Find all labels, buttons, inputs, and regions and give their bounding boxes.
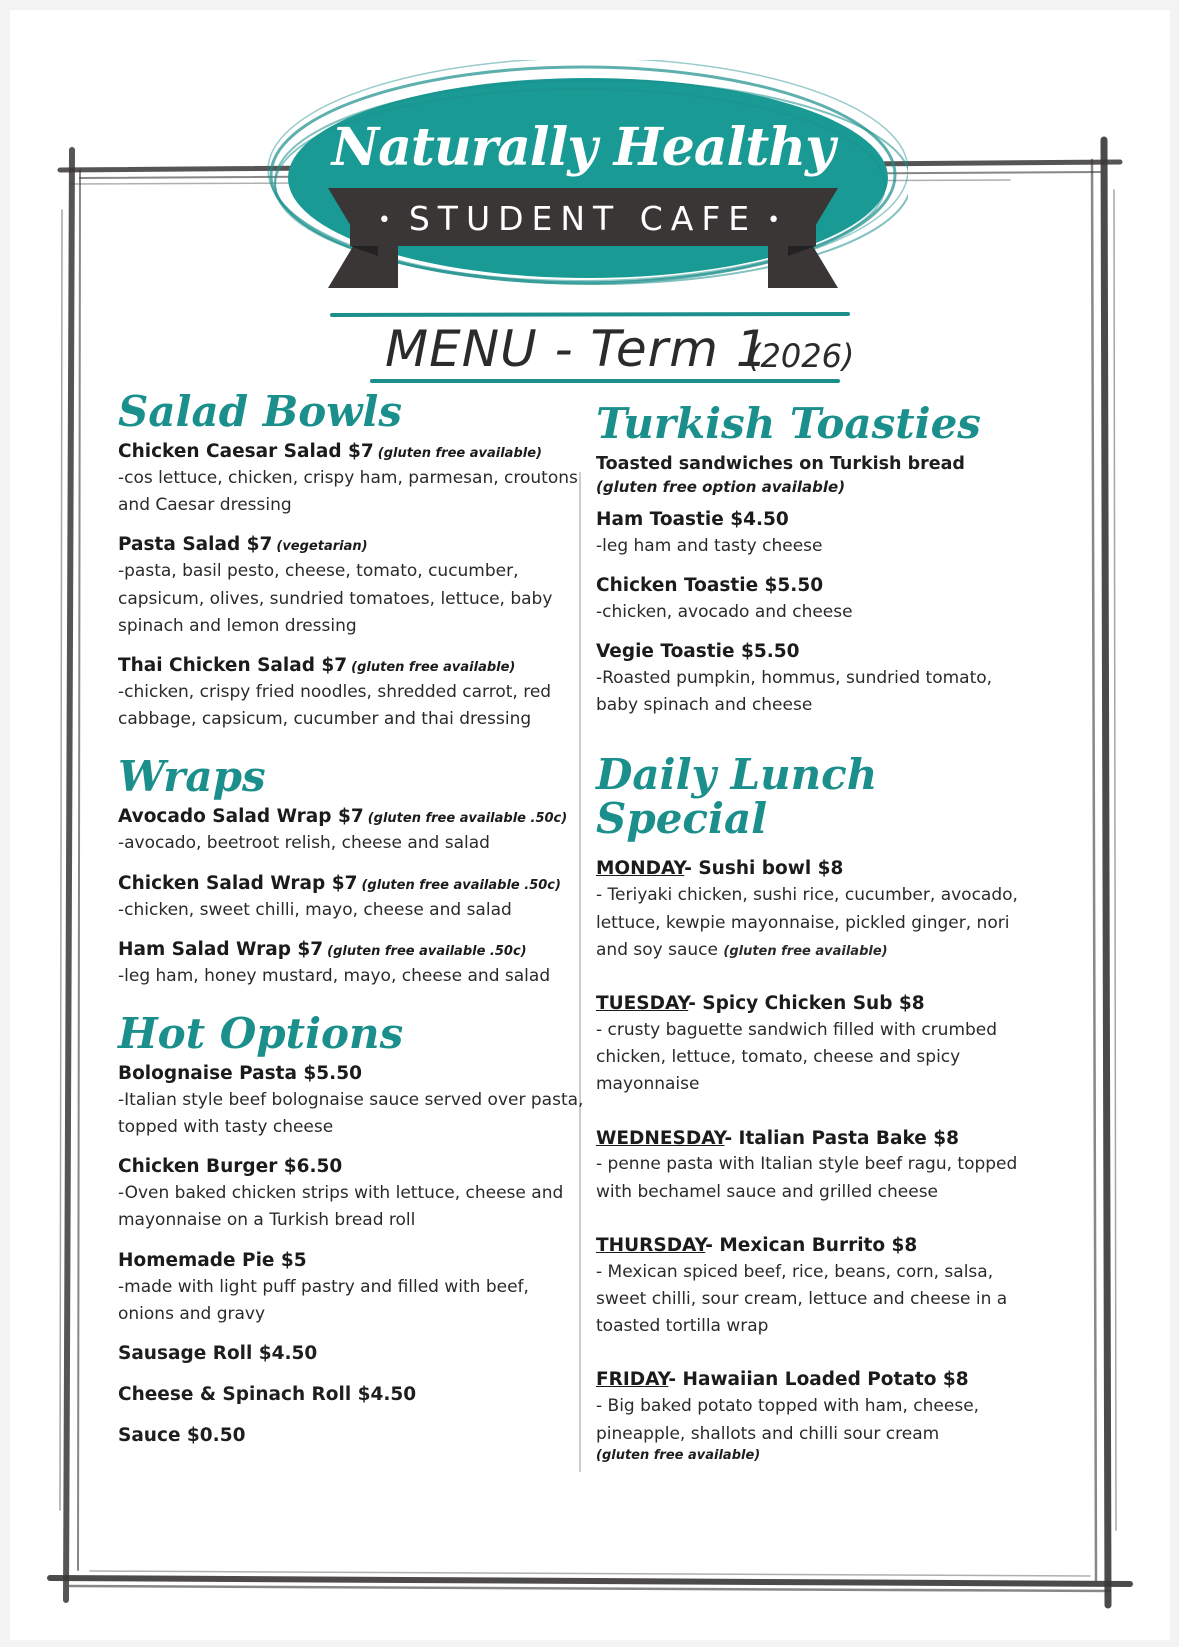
- section-turkish-toasties: [596, 399, 1036, 719]
- left-column: [118, 387, 588, 1465]
- item-description: -Oven baked chicken strips with lettuce, cheese and mayonnaise on a Turkish bread roll: [118, 1183, 564, 1231]
- item-note: (gluten free available): [351, 659, 516, 675]
- section-intro-note: (gluten free option available): [596, 477, 846, 496]
- dish-name: - Mexican Burrito $8: [705, 1234, 918, 1256]
- dish-name: - Hawaiian Loaded Potato $8: [668, 1369, 969, 1391]
- day-label: WEDNESDAY: [596, 1127, 725, 1149]
- item-name: Bolognaise Pasta $5.50: [118, 1062, 362, 1084]
- section-wraps: [118, 752, 588, 990]
- item-description: -pasta, basil pesto, cheese, tomato, cucumber, capsicum, olives, sundried tomatoes, lettuce, baby spinach and lemon dressing: [118, 561, 553, 636]
- item-note: (gluten free available .50c): [367, 811, 568, 827]
- item-description: -cos lettuce, chicken, crispy ham, parmesan, croutons and Caesar dressing: [118, 468, 578, 516]
- dish-description: - crusty baguette sandwich filled with crumbed chicken, lettuce, tomato, cheese and spicy mayonnaise: [596, 1019, 998, 1095]
- item-name: Chicken Burger $6.50: [118, 1156, 343, 1178]
- dish-name: - Italian Pasta Bake $8: [724, 1127, 959, 1149]
- logo-script-text: Naturally Healthy: [331, 117, 835, 178]
- item-name: Avocado Salad Wrap $7: [118, 806, 364, 828]
- menu-item: [118, 872, 588, 924]
- item-note: (gluten free available .50c): [361, 877, 561, 893]
- menu-item: [118, 440, 588, 519]
- item-description: -Roasted pumpkin, hommus, sundried tomato, baby spinach and cheese: [596, 667, 993, 716]
- item-note: (gluten free available .50c): [327, 943, 527, 959]
- menu-item: [118, 938, 588, 990]
- day-label: FRIDAY: [596, 1369, 669, 1391]
- section-daily-lunch-special: [596, 750, 1036, 1463]
- item-name: Homemade Pie $5: [118, 1249, 307, 1271]
- menu-item: [596, 574, 1036, 626]
- item-name: Thai Chicken Salad $7: [118, 654, 348, 676]
- item-name: Chicken Caesar Salad $7: [118, 441, 374, 463]
- item-name: Chicken Toastie $5.50: [596, 574, 824, 596]
- day-label: MONDAY: [596, 858, 685, 880]
- menu-year: (2026): [748, 337, 855, 375]
- menu-item: [596, 508, 1036, 560]
- daily-special-item: [596, 857, 1036, 964]
- dish-description: - Big baked potato topped with ham, cheese, pineapple, shallots and chilli sour cream: [596, 1396, 980, 1444]
- menu-item: [118, 1062, 588, 1141]
- item-name: Ham Toastie $4.50: [596, 508, 789, 530]
- item-note: (vegetarian): [276, 539, 368, 555]
- section-title: Turkish Toasties: [596, 399, 981, 448]
- menu-page: [10, 10, 1170, 1640]
- section-title: Daily Lunch Special: [596, 750, 878, 844]
- item-name: Vegie Toastie $5.50: [596, 640, 800, 662]
- menu-item: [118, 1155, 588, 1234]
- banner-dot-icon: •: [377, 207, 399, 233]
- menu-item: [596, 640, 1036, 719]
- daily-special-item: [596, 992, 1036, 1099]
- item-description: -chicken, avocado and cheese: [596, 601, 853, 622]
- item-name: Ham Salad Wrap $7: [118, 938, 324, 960]
- daily-special-item: [596, 1234, 1036, 1341]
- dish-note: (gluten free available): [723, 943, 888, 959]
- dish-description: - Mexican spiced beef, rice, beans, corn, salsa, sweet chilli, sour cream, lettuce and cheese in a toasted tortilla wrap: [596, 1261, 1008, 1337]
- banner-label: STUDENT CAFE: [408, 199, 758, 238]
- item-description: -made with light puff pastry and filled with beef, onions and gravy: [118, 1276, 529, 1324]
- item-name: Chicken Salad Wrap $7: [118, 872, 358, 894]
- menu-item: [118, 654, 588, 733]
- dish-note: (gluten free available): [596, 1447, 761, 1463]
- menu-item-single: Sauce $0.50: [118, 1424, 246, 1446]
- item-name: Pasta Salad $7: [118, 534, 273, 556]
- item-description: -avocado, beetroot relish, cheese and salad: [118, 833, 490, 854]
- logo-graphic: [258, 60, 908, 320]
- item-description: -Italian style beef bolognaise sauce served over pasta, topped with tasty cheese: [118, 1089, 584, 1138]
- item-description: -chicken, sweet chilli, mayo, cheese and salad: [118, 899, 512, 920]
- menu-item: [118, 805, 588, 857]
- section-intro: Toasted sandwiches on Turkish bread: [596, 454, 965, 475]
- day-label: THURSDAY: [596, 1234, 706, 1256]
- cafe-logo: [258, 60, 908, 320]
- right-column: [596, 399, 1036, 1491]
- section-title: Hot Options: [118, 1008, 404, 1058]
- daily-special-item: [596, 1127, 1036, 1206]
- menu-item: [118, 1249, 588, 1328]
- menu-title-block: [330, 310, 890, 390]
- item-description: -leg ham and tasty cheese: [596, 535, 823, 556]
- section-salad-bowls: [118, 387, 588, 733]
- section-hot-options: [118, 1008, 588, 1449]
- dish-description: - Teriyaki chicken, sushi rice, cucumber, avocado, lettuce, kewpie mayonnaise, pickled ginger, nori and soy sauce: [596, 885, 1018, 960]
- title-underline-top: [330, 310, 850, 320]
- section-title: Salad Bowls: [118, 387, 402, 436]
- title-underline-bottom: [370, 376, 840, 386]
- dish-name: - Spicy Chicken Sub $8: [688, 992, 925, 1014]
- menu-item-single: Cheese & Spinach Roll $4.50: [118, 1383, 417, 1405]
- dish-name: - Sushi bowl $8: [684, 858, 844, 880]
- dish-description: - penne pasta with Italian style beef ragu, topped with bechamel sauce and grilled cheese: [596, 1154, 1018, 1202]
- item-description: -leg ham, honey mustard, mayo, cheese and salad: [118, 965, 551, 986]
- item-description: -chicken, crispy fried noodles, shredded carrot, red cabbage, capsicum, cucumber and thai dressing: [118, 681, 552, 730]
- menu-title: MENU - Term 1: [385, 320, 769, 378]
- item-note: (gluten free available): [377, 446, 542, 462]
- logo-banner-text: [258, 199, 908, 238]
- day-label: TUESDAY: [596, 992, 689, 1014]
- banner-dot-icon: •: [767, 207, 789, 233]
- menu-item: [118, 533, 588, 640]
- daily-special-item: [596, 1368, 1036, 1462]
- section-title: Wraps: [118, 752, 266, 802]
- menu-item-single: Sausage Roll $4.50: [118, 1343, 318, 1364]
